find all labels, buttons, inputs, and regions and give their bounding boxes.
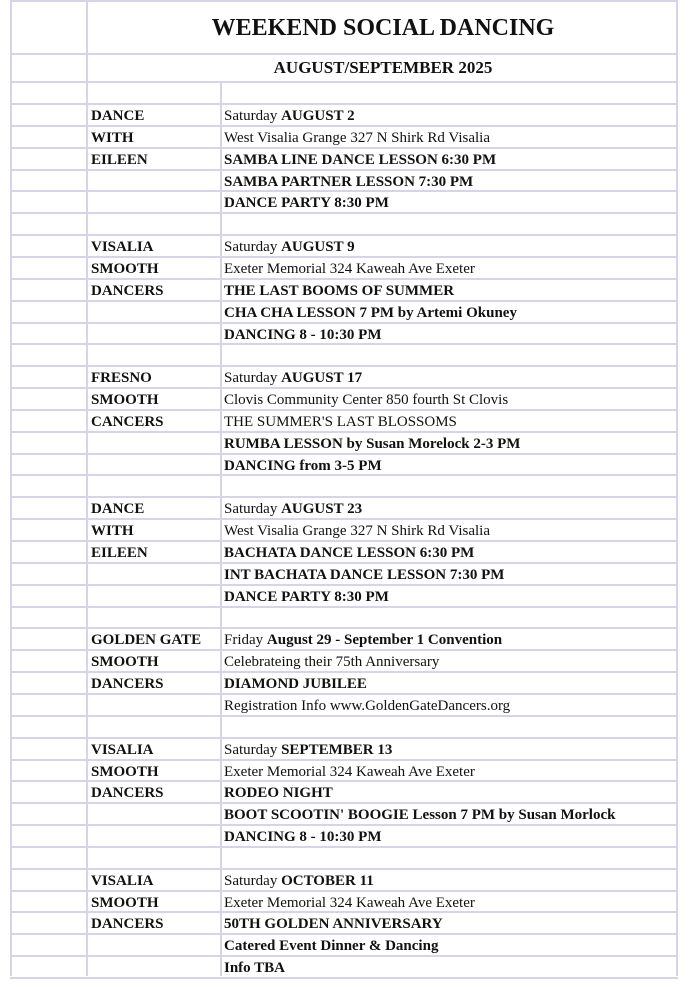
event-date [224, 740, 392, 760]
organizer-label: VISALIA [91, 872, 154, 889]
grid-horizontal-rule [10, 0, 678, 2]
grid-horizontal-rule [10, 802, 678, 804]
event-detail: DANCING from 3-5 PM [224, 457, 382, 474]
organizer-label: DANCE [91, 108, 145, 124]
event-date-value: AUGUST 23 [281, 501, 363, 518]
event-day: Saturday [224, 239, 282, 256]
organizer-label: SMOOTH [91, 392, 159, 409]
grid-horizontal-rule [10, 715, 678, 717]
grid-horizontal-rule [10, 278, 678, 280]
page-subtitle: AUGUST/SEPTEMBER 2025 [273, 58, 493, 77]
event-date-value: AUGUST 2 [281, 108, 355, 124]
organizer-label: CANCERS [91, 413, 164, 430]
grid-horizontal-rule [10, 518, 678, 520]
grid-horizontal-rule [10, 169, 678, 171]
event-detail: RODEO NIGHT [224, 785, 333, 802]
organizer-label: SMOOTH [91, 763, 159, 780]
event-detail: DANCING 8 - 10:30 PM [224, 829, 382, 846]
organizer-label: SMOOTH [91, 260, 159, 277]
grid-horizontal-rule [10, 431, 678, 433]
event-detail: INT BACHATA DANCE LESSON 7:30 PM [224, 566, 505, 583]
event-date-value: AUGUST 9 [281, 239, 355, 256]
event-detail: Exeter Memorial 324 Kaweah Ave Exeter [224, 260, 475, 277]
event-day: Saturday [224, 108, 282, 124]
event-detail: Catered Event Dinner & Dancing [224, 938, 439, 955]
event-date [224, 106, 355, 126]
organizer-label: SMOOTH [91, 894, 159, 911]
organizer-label: EILEEN [91, 545, 148, 561]
grid-horizontal-rule [10, 627, 678, 629]
event-detail: THE SUMMER'S LAST BLOSSOMS [224, 413, 457, 430]
grid-horizontal-rule [10, 300, 678, 302]
event-date [224, 368, 362, 388]
event-date [224, 871, 374, 891]
event-day: Saturday [224, 370, 282, 387]
grid-horizontal-rule [10, 737, 678, 739]
event-detail: SAMBA PARTNER LESSON 7:30 PM [224, 173, 474, 190]
grid-horizontal-rule [10, 387, 678, 389]
event-date-value: SEPTEMBER 13 [281, 741, 393, 758]
organizer-label: DANCERS [91, 785, 164, 802]
event-detail: 50TH GOLDEN ANNIVERSARY [224, 916, 443, 933]
event-date-value: AUGUST 17 [281, 370, 363, 387]
grid-horizontal-rule [10, 496, 678, 498]
grid-horizontal-rule [10, 824, 678, 826]
grid-horizontal-rule [10, 846, 678, 848]
organizer-label: VISALIA [91, 239, 154, 256]
organizer-label: DANCERS [91, 282, 164, 299]
event-detail: DANCING 8 - 10:30 PM [224, 326, 382, 343]
grid-horizontal-rule [10, 409, 678, 411]
event-day: Saturday [224, 741, 282, 758]
grid-horizontal-rule [10, 365, 678, 367]
organizer-label: WITH [91, 523, 134, 540]
event-detail: BACHATA DANCE LESSON 6:30 PM [224, 545, 475, 561]
grid-horizontal-rule [10, 190, 678, 192]
event-date-value: OCTOBER 11 [281, 872, 374, 889]
grid-horizontal-rule [10, 911, 678, 913]
event-date-value: August 29 - September 1 Convention [266, 632, 503, 649]
grid-horizontal-rule [10, 693, 678, 695]
grid-horizontal-rule [10, 256, 678, 258]
event-detail: Exeter Memorial 324 Kaweah Ave Exeter [224, 763, 475, 780]
event-day: Friday [224, 632, 267, 649]
event-detail: West Visalia Grange 327 N Shirk Rd Visalia [224, 129, 490, 146]
grid-horizontal-rule [10, 671, 678, 673]
event-detail: RUMBA LESSON by Susan Morelock 2-3 PM [224, 435, 521, 452]
organizer-label: DANCERS [91, 676, 164, 693]
organizer-label: VISALIA [91, 741, 154, 758]
event-detail: Celebrateing their 75th Anniversary [224, 654, 440, 671]
event-day: Saturday [224, 872, 282, 889]
grid-horizontal-rule [10, 453, 678, 455]
event-detail: BOOT SCOOTIN' BOOGIE Lesson 7 PM by Susan Morlock [224, 807, 616, 824]
grid-horizontal-rule [10, 606, 678, 608]
grid-horizontal-rule [10, 584, 678, 586]
organizer-label: SMOOTH [91, 654, 159, 671]
event-detail: Info TBA [224, 960, 285, 977]
organizer-label: FRESNO [91, 370, 152, 387]
event-detail: Registration Info www.GoldenGateDancers.org [224, 697, 511, 714]
grid-horizontal-rule [10, 125, 678, 127]
grid-horizontal-rule [10, 474, 678, 476]
event-detail: DANCE PARTY 8:30 PM [224, 195, 389, 212]
grid-vertical-rule [220, 83, 222, 976]
grid-horizontal-rule [10, 977, 678, 979]
event-detail: SAMBA LINE DANCE LESSON 6:30 PM [224, 151, 497, 168]
grid-horizontal-rule [10, 890, 678, 892]
grid-horizontal-rule [10, 81, 678, 83]
grid-horizontal-rule [10, 343, 678, 345]
grid-horizontal-rule [10, 955, 678, 957]
page-title: WEEKEND SOCIAL DANCING [211, 15, 555, 41]
event-date [224, 237, 355, 257]
grid-horizontal-rule [10, 780, 678, 782]
grid-horizontal-rule [10, 933, 678, 935]
grid-horizontal-rule [10, 540, 678, 542]
grid-horizontal-rule [10, 868, 678, 870]
event-detail: Exeter Memorial 324 Kaweah Ave Exeter [224, 894, 475, 911]
grid-horizontal-rule [10, 103, 678, 105]
event-date [224, 630, 502, 650]
grid-horizontal-rule [10, 759, 678, 761]
event-detail: DANCE PARTY 8:30 PM [224, 588, 389, 605]
organizer-label: WITH [91, 129, 134, 146]
grid-horizontal-rule [10, 322, 678, 324]
event-detail: West Visalia Grange 327 N Shirk Rd Visalia [224, 523, 490, 540]
event-detail: DIAMOND JUBILEE [224, 676, 367, 693]
event-day: Saturday [224, 501, 282, 518]
grid-horizontal-rule [10, 212, 678, 214]
grid-horizontal-rule [10, 562, 678, 564]
grid-horizontal-rule [10, 147, 678, 149]
organizer-label: GOLDEN GATE [91, 632, 202, 649]
organizer-label: DANCE [91, 501, 145, 518]
grid-horizontal-rule [10, 234, 678, 236]
grid-horizontal-rule [10, 649, 678, 651]
event-detail: THE LAST BOOMS OF SUMMER [224, 282, 455, 299]
event-detail: Clovis Community Center 850 fourth St Clovis [224, 392, 509, 409]
event-date [224, 499, 362, 519]
organizer-label: DANCERS [91, 916, 164, 933]
organizer-label: EILEEN [91, 151, 148, 168]
event-detail: CHA CHA LESSON 7 PM by Artemi Okuney [224, 304, 517, 321]
grid-horizontal-rule [10, 53, 678, 55]
